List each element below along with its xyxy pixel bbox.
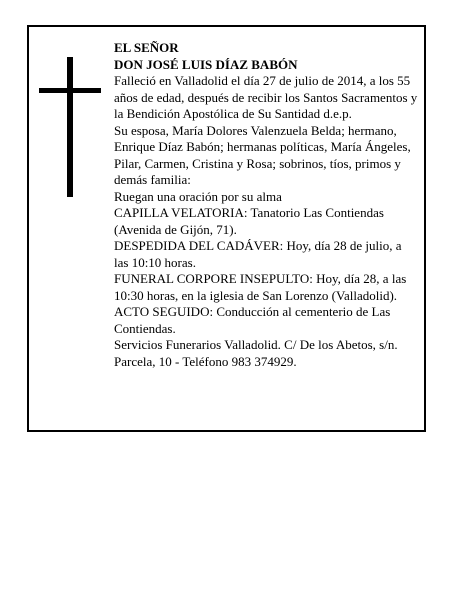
death-announcement: Falleció en Valladolid el día 27 de julio de 2014, a los 55 años de edad, después de recibir los Santos Sacramentos y la Bendición Apostólica de Su Santidad d.e.p. [114,73,418,121]
obituary-notice [27,25,426,432]
cross-icon [39,57,101,197]
cross-vertical-bar [67,57,73,197]
cross-horizontal-bar [39,88,101,93]
deceased-name: DON JOSÉ LUIS DÍAZ BABÓN [114,56,298,72]
family-list: Su esposa, María Dolores Valenzuela Belda; hermano, Enrique Díaz Babón; hermanas políticas, María Ángeles, Pilar, Carmen, Cristina y Rosa; sobrinos, tíos, primos y demás familia: [114,122,411,187]
farewell-info: DESPEDIDA DEL CADÁVER: Hoy, día 28 de julio, a las 10:10 horas. [114,238,402,270]
prayer-request: Ruegan una oración por su alma [114,188,282,204]
funeral-services-contact: Servicios Funerarios Valladolid. C/ De los Abetos, s/n. Parcela, 10 - Teléfono 983 374929. [114,337,398,369]
obituary-text [114,40,419,370]
funeral-info: FUNERAL CORPORE INSEPULTO: Hoy, día 28, a las 10:30 horas, en la iglesia de San Lorenzo (Valladolid). [114,271,407,303]
deceased-title: EL SEÑOR [114,40,179,55]
wake-chapel-info: CAPILLA VELATORIA: Tanatorio Las Contiendas (Avenida de Gijón, 71). [114,205,384,237]
procession-info: ACTO SEGUIDO: Conducción al cementerio de Las Contiendas. [114,304,391,336]
